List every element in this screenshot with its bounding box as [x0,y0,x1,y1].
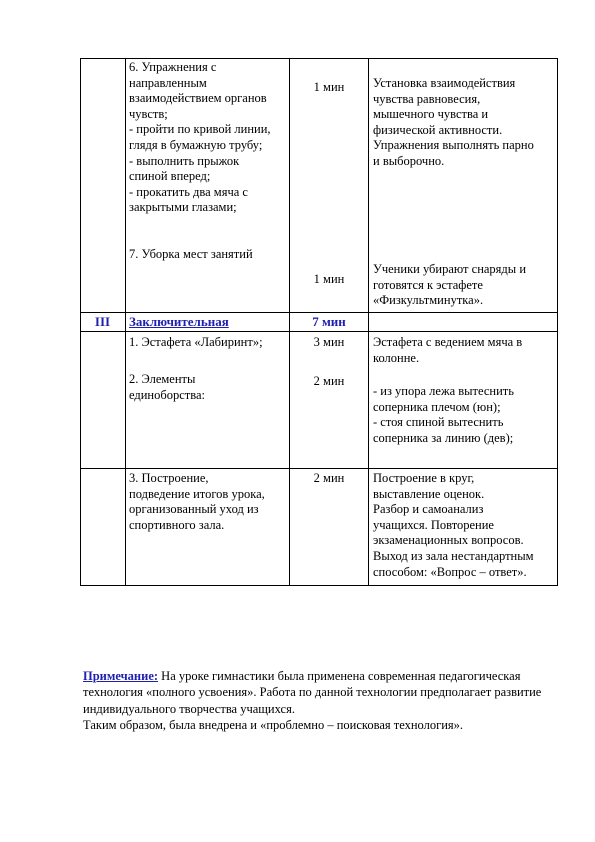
exercise-7-duration: 1 мин [313,272,345,286]
section-title: Заключительная [129,314,229,329]
table-row-divider [80,331,558,332]
table-column-divider [125,58,126,586]
exercise-6-text: 6. Упражнения с направленным взаимодействием органов чувств; - пройти по кривой линии, глядя в бумажную трубу; - выполнить прыжок спиной вперед; - прокатить два мяча с закрытыми глазами; [129,60,271,215]
table-border-right [557,58,558,586]
exercise-6-notes: Установка взаимодействия чувства равновесия, мышечного чувства и физической активности. Упражнения выполнять парно и выборочно. [373,76,534,168]
exercise-6-duration: 1 мин [313,80,345,94]
combat-notes: - из упора лежа вытеснить соперника плечом (юн); - стоя спиной вытеснить соперника за линию (дев); [373,384,514,445]
closing-formation-text: 3. Построение, подведение итогов урока, организованный уход из спортивного зала. [129,471,265,532]
relay-notes: Эстафета с ведением мяча в колонне. [373,335,523,365]
closing-duration: 2 мин [313,471,345,485]
table-row-divider [80,312,558,313]
table-border-top [80,58,558,59]
note-label: Примечание: [83,669,159,683]
exercise-7-notes: Ученики убирают снаряды и готовятся к эстафете «Физкультминутка». [373,262,527,308]
combat-elements-text: 2. Элементы единоборства: [129,372,206,402]
lesson-plan-table [80,58,558,586]
closing-notes: Построение в круг, выставление оценок. Разбор и самоанализ учащихся. Повторение экзаменационных вопросов. Выход из зала нестандартным способом: «Вопрос – ответ». [373,471,534,579]
section-number: III [94,314,111,329]
table-row-divider [80,468,558,469]
relay-labyrinth-text: 1. Эстафета «Лабиринт»; [129,335,263,349]
combat-duration: 2 мин [313,374,345,388]
relay-duration: 3 мин [313,335,345,349]
note-text: На уроке гимнастики была применена современная педагогическая технология «полного усвоения». Работа по данной технологии предполагает развитие индивидуального творчества учащихся. [83,669,542,716]
table-border-bottom [80,585,558,586]
section-duration: 7 мин [312,314,346,329]
note-text-2: Таким образом, была внедрена и «проблемно – поисковая технология». [83,717,464,732]
exercise-7-text: 7. Уборка мест занятий [129,247,253,261]
note-paragraph [83,668,563,733]
